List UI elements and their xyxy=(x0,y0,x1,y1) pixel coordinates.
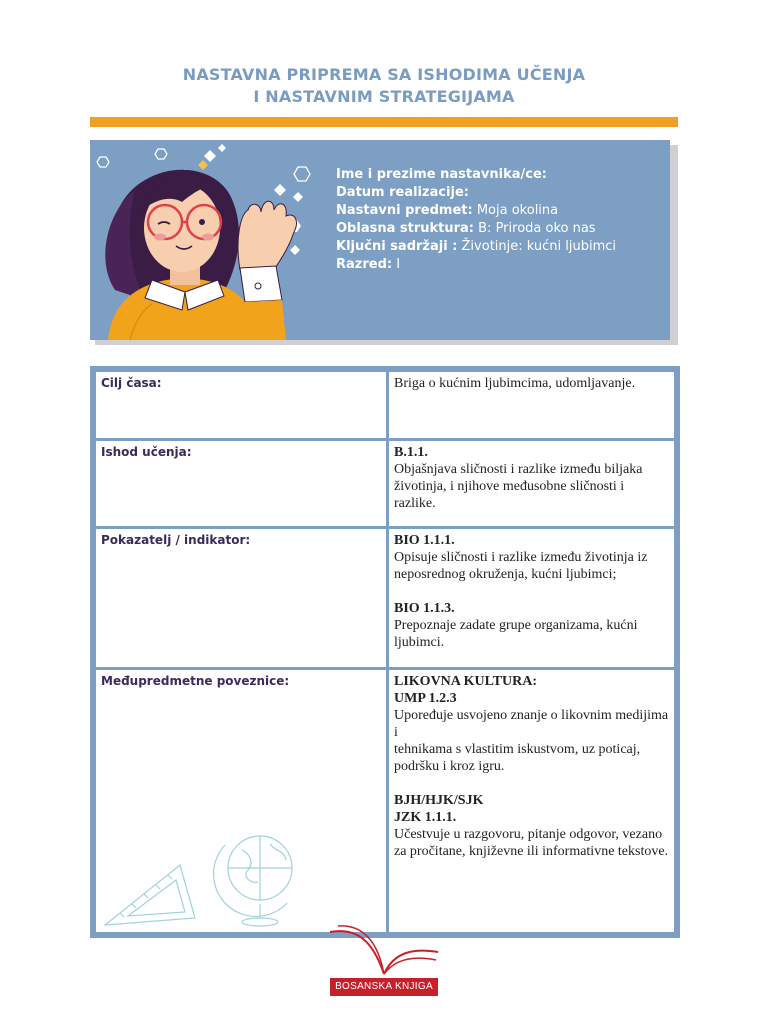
subject-row xyxy=(336,202,616,220)
links-lang-code: JZK 1.1.1. xyxy=(394,810,457,825)
links-art-code: UMP 1.2.3 xyxy=(394,691,457,706)
area-label: Oblasna struktura: xyxy=(336,221,474,236)
goal-value xyxy=(389,372,674,438)
goal-text: Briga o kućnim ljubimcima, udomljavanje. xyxy=(394,376,636,391)
outcome-text: Objašnjava sličnosti i razlike između biljaka životinja, i njihove međusobne sličnosti i razlike. xyxy=(394,462,643,511)
area-row xyxy=(336,220,616,238)
indicator-value xyxy=(389,529,674,667)
title-line-2: I NASTAVNIM STRATEGIJAMA xyxy=(253,87,515,106)
content-label: Ključni sadržaji : xyxy=(336,239,458,254)
links-art-line2: tehnikama s vlastitim iskustvom, uz poticaj, podršku i kroz igru. xyxy=(394,742,641,774)
info-banner xyxy=(90,140,670,340)
table-row-indicator xyxy=(96,529,674,667)
title-line-1: NASTAVNA PRIPREMA SA ISHODIMA UČENJA xyxy=(182,65,586,84)
goal-label: Cilj časa: xyxy=(96,372,386,438)
publisher-name: BOSANSKA KNJIGA xyxy=(330,978,438,996)
links-art-title: LIKOVNA KULTURA: xyxy=(394,674,538,689)
girl-with-glasses-illustration xyxy=(90,140,325,340)
teacher-row xyxy=(336,166,616,184)
outcome-label: Ishod učenja: xyxy=(96,441,386,526)
set-square-icon xyxy=(105,865,195,925)
lesson-info xyxy=(336,166,616,274)
links-value xyxy=(389,670,674,932)
subject-value: Moja okolina xyxy=(476,203,559,218)
links-lang-text: Učestvuje u razgovoru, pitanje odgovor, vezano za pročitane, književne ili informativne tekstove. xyxy=(394,827,669,859)
grade-value: I xyxy=(396,257,401,272)
table-row-outcome xyxy=(96,441,674,526)
date-label: Datum realizacije: xyxy=(336,185,469,200)
links-art-line1: Upoređuje usvojeno znanje o likovnim medijima i xyxy=(394,708,669,740)
date-row xyxy=(336,184,616,202)
indicator-label: Pokazatelj / indikator: xyxy=(96,529,386,667)
indicator2-text: Prepoznaje zadate grupe organizama, kućni ljubimci. xyxy=(394,618,638,650)
outcome-code: B.1.1. xyxy=(394,445,428,460)
indicator1-code: BIO 1.1.1. xyxy=(394,533,455,548)
links-label: Međupredmetne poveznice: xyxy=(96,670,386,932)
page-title xyxy=(0,64,768,108)
teacher-label: Ime i prezime nastavnika/ce: xyxy=(336,167,547,182)
globe-icon xyxy=(214,836,292,926)
indicator1-text: Opisuje sličnosti i razlike između životinja iz neposrednog okruženja, kućni ljubimci; xyxy=(394,550,648,582)
content-row xyxy=(336,238,616,256)
grade-label: Razred: xyxy=(336,257,393,272)
outcome-value xyxy=(389,441,674,526)
book-logo-icon xyxy=(328,922,440,978)
content-value: Životinje: kućni ljubimci xyxy=(461,239,617,254)
title-underline-bar xyxy=(90,117,678,127)
school-tools-decoration xyxy=(100,830,310,930)
subject-label: Nastavni predmet: xyxy=(336,203,473,218)
table-row-goal xyxy=(96,372,674,438)
grade-row xyxy=(336,256,616,274)
area-value: B: Priroda oko nas xyxy=(478,221,596,236)
links-lang-title: BJH/HJK/SJK xyxy=(394,793,484,808)
indicator2-code: BIO 1.1.3. xyxy=(394,601,455,616)
